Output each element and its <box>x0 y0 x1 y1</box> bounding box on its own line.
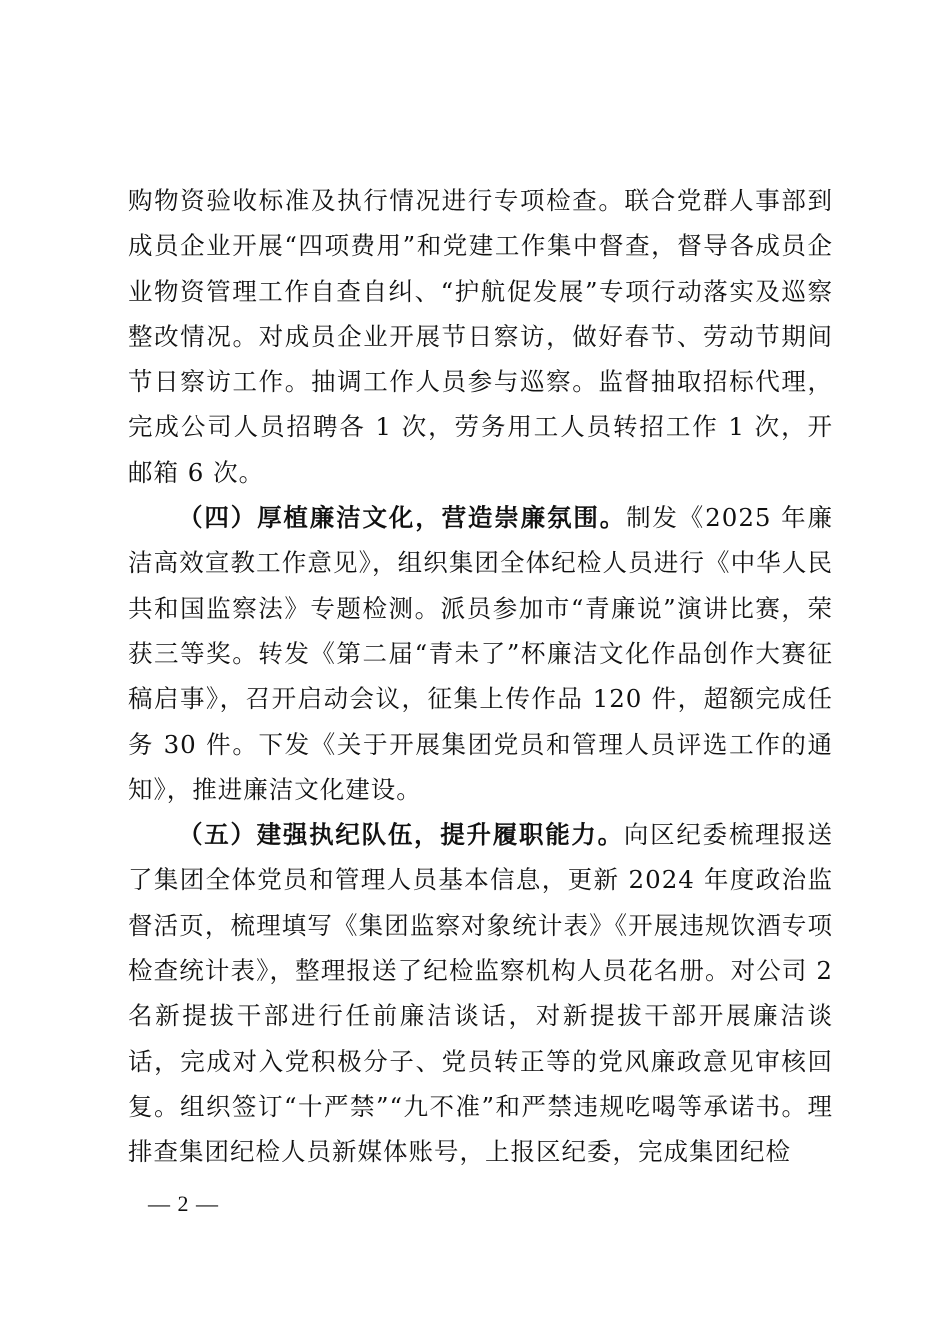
paragraph-section-four <box>128 495 833 812</box>
paragraph-section-five <box>128 812 833 1174</box>
document-body <box>128 178 833 1175</box>
paragraph-continued <box>128 178 833 495</box>
paragraph-text: 制发《2025 年廉洁高效宣教工作意见》，组织集团全体纪检人员进行《中华人民共和国监察法》专题检测。派员参加市“青廉说”演讲比赛，荣获三等奖。转发《第二届“青未了”杯廉洁文化作品创作大赛征稿启事》，召开启动会议，征集上传作品 120 件，超额完成任务 30 件。下发《关于开展集团党员和管理人员评选工作的通知》，推进廉洁文化建设。 <box>128 503 834 804</box>
section-heading: （四）厚植廉洁文化，营造崇廉氛围。 <box>178 503 627 533</box>
section-heading: （五）建强执纪队伍，提升履职能力。 <box>178 820 624 850</box>
paragraph-text: 购物资验收标准及执行情况进行专项检查。联合党群人事部到成员企业开展“四项费用”和党建工作集中督查，督导各成员企业物资管理工作自查自纠、“护航促发展”专项行动落实及巡察整改情况。对成员企业开展节日察访，做好春节、劳动节期间节日察访工作。抽调工作人员参与巡察。监督抽取招标代理，完成公司人员招聘各 1 次，劳务用工人员转招工作 1 次，开邮箱 6 次。 <box>128 186 833 487</box>
paragraph-text: 向区纪委梳理报送了集团全体党员和管理人员基本信息，更新 2024 年度政治监督活页，梳理填写《集团监察对象统计表》《开展违规饮酒专项检查统计表》，整理报送了纪检监察机构人员花名册。对公司 2 名新提拔干部进行任前廉洁谈话，对新提拔干部开展廉洁谈话，完成对入党积极分子、党员转正等的党风廉政意见审核回复。组织签订“十严禁”“九不准”和严禁违规吃喝等承诺书。理排查集团纪检人员新媒体账号，上报区纪委，完成集团纪检 <box>128 820 834 1167</box>
page-number: — 2 — <box>148 1191 219 1216</box>
